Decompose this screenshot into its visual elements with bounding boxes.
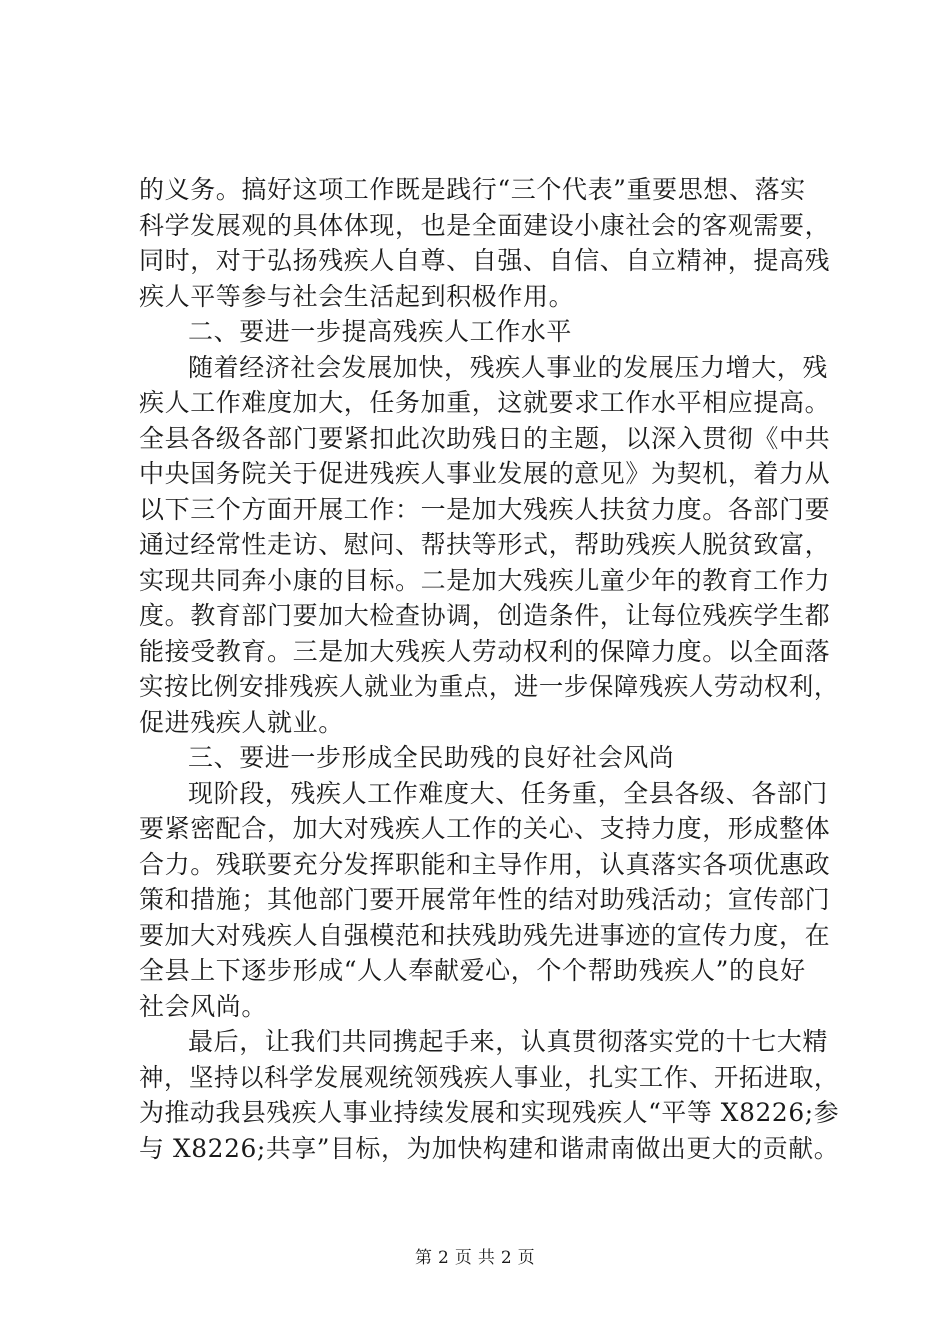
text-line: 科学发展观的具体体现，也是全面建设小康社会的客观需要， — [139, 210, 831, 240]
text-line: 与 X8226;共享”目标，为加快构建和谐肃南做出更大的贡献。 — [139, 1133, 840, 1163]
document-body — [139, 172, 839, 1166]
text-line: 要加大对残疾人自强模范和扶残助残先进事迹的宣传力度，在 — [139, 920, 831, 950]
text-line: 疾人工作难度加大，任务加重，这就要求工作水平相应提高。 — [139, 388, 831, 417]
text-line: 现阶段，残疾人工作难度大、任务重，全县各级、各部门 — [188, 778, 829, 808]
text-line: 通过经常性走访、慰问、帮扶等形式，帮助残疾人脱贫致富， — [139, 530, 831, 559]
text-line: 实按比例安排残疾人就业为重点，进一步保障残疾人劳动权利， — [139, 672, 839, 701]
text-line: 神，坚持以科学发展观统领残疾人事业，扎实工作、开拓进取， — [139, 1062, 839, 1092]
text-line: 度。教育部门要加大检查协调，创造条件，让每位残疾学生都 — [139, 601, 831, 630]
text-line: 随着经济社会发展加快，残疾人事业的发展压力增大，残 — [188, 352, 829, 382]
text-line: 最后，让我们共同携起手来，认真贯彻落实党的十七大精 — [188, 1027, 829, 1056]
text-line: 要紧密配合，加大对残疾人工作的关心、支持力度，形成整体 — [139, 814, 831, 843]
text-line: 同时，对于弘扬残疾人自尊、自强、自信、自立精神，提高残 — [139, 246, 831, 275]
text-line: 合力。残联要充分发挥职能和主导作用，认真落实各项优惠政 — [139, 849, 831, 879]
text-line: 疾人平等参与社会生活起到积极作用。 — [139, 281, 575, 311]
text-line: 实现共同奔小康的目标。二是加大残疾儿童少年的教育工作力 — [139, 565, 831, 595]
text-line: 三、要进一步形成全民助残的良好社会风尚 — [188, 743, 675, 772]
text-line: 社会风尚。 — [139, 991, 268, 1021]
text-line: 为推动我县残疾人事业持续发展和实现残疾人“平等 X8226;参 — [139, 1098, 840, 1127]
text-line: 以下三个方面开展工作：一是加大残疾人扶贫力度。各部门要 — [139, 494, 831, 524]
text-line: 策和措施；其他部门要开展常年性的结对助残活动；宣传部门 — [139, 885, 831, 914]
text-line: 的义务。搞好这项工作既是践行“三个代表”重要思想、落实 — [139, 175, 806, 204]
text-line: 能接受教育。三是加大残疾人劳动权利的保障力度。以全面落 — [139, 636, 831, 666]
text-line: 二、要进一步提高残疾人工作水平 — [188, 317, 573, 346]
text-line: 全县各级各部门要紧扣此次助残日的主题，以深入贯彻《中共 — [139, 423, 831, 453]
text-line: 促进残疾人就业。 — [139, 707, 344, 737]
page-footer: 第 2 页 共 2 页 — [415, 1248, 535, 1268]
text-line: 全县上下逐步形成“人人奉献爱心，个个帮助残疾人”的良好 — [139, 956, 806, 985]
text-line: 中央国务院关于促进残疾人事业发展的意见》为契机，着力从 — [139, 459, 831, 488]
